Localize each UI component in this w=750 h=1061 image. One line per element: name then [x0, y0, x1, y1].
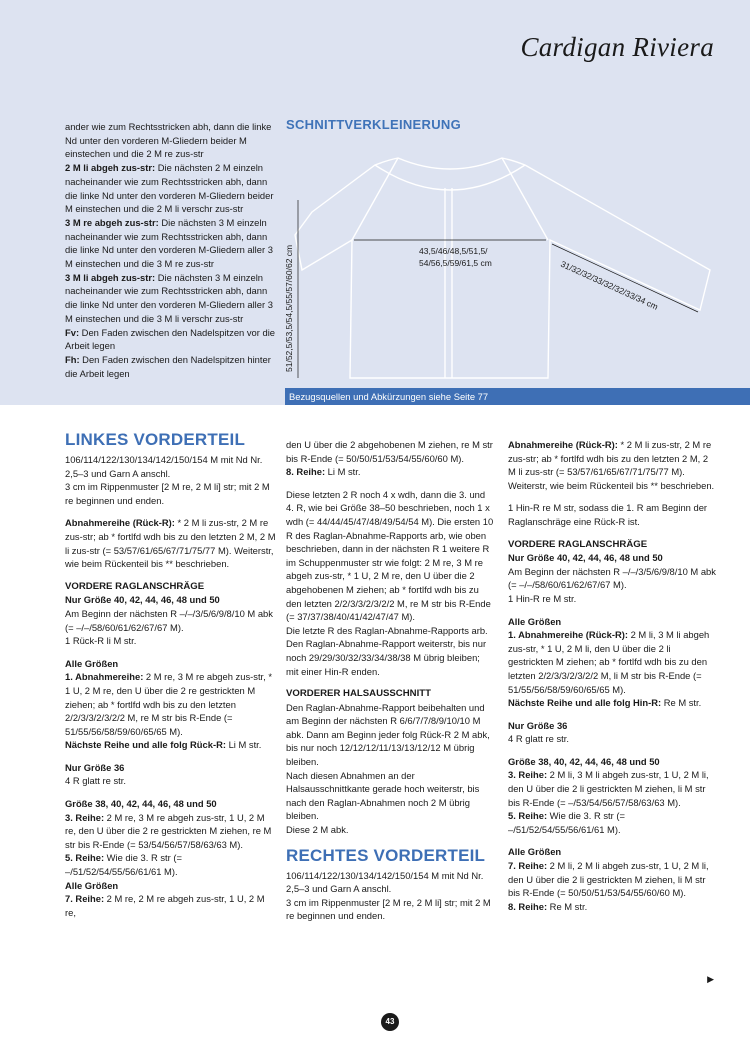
instruction-paragraph-text: 2 M li, 3 M li abgeh zus-str, * 1 U, 2 M li, den U über die 2 li gestrickten M ziehen; ab * fortlfd wdh bis zu den letzten 2/2/3/3/2/3/2/2 M, li M str bis R-Ende (= 51/55/56/58/59/60/65/65 M). — [508, 629, 710, 695]
instruction-paragraph-label: Nur Größe 40, 42, 44, 46, 48 und 50 — [65, 594, 220, 606]
instruction-paragraph-label: 7. Reihe: — [65, 893, 105, 905]
length-measure: 51/52,5/53,5/54,5/55/57/60/62 cm — [284, 244, 294, 372]
instruction-paragraph — [65, 593, 277, 607]
instruction-paragraph-label: 7. Reihe: — [508, 860, 548, 872]
column-middle — [286, 438, 494, 923]
instruction-paragraph-text: 1 Hin-R re M str, sodass die 1. R am Beginn der Raglanschräge eine Rück-R ist. — [508, 502, 708, 527]
instruction-paragraph — [65, 797, 277, 811]
instruction-paragraph-text: 2 M re, 3 M re abgeh zus-str, 1 U, 2 M re, den U über die 2 re gestrickten M ziehen, re M str bis R-Ende (= 53/54/56/57/58/63/63 M). — [65, 811, 272, 850]
abbreviation-entry — [65, 216, 275, 271]
spacer — [286, 837, 494, 846]
instruction-paragraph-text: Diese 2 M abk. — [286, 824, 349, 836]
instruction-paragraph — [508, 501, 716, 528]
instruction-paragraph-text: Am Beginn der nächsten R –/–/3/5/6/9/8/10 M abk (= –/–/58/60/61/62/67/67 M). — [65, 607, 273, 633]
spacer — [65, 788, 277, 797]
abbreviation-entry-label: 2 M li abgeh zus-str: — [65, 162, 156, 174]
instruction-paragraph-text: Li M str. — [325, 466, 361, 478]
instruction-paragraph-text: Wie die 3. R str (= –/51/52/54/55/56/61/61 M). — [508, 810, 625, 835]
instruction-paragraph — [286, 896, 494, 923]
instruction-paragraph — [65, 738, 277, 752]
instruction-paragraph — [65, 480, 277, 507]
instruction-paragraph-label: 8. Reihe: — [286, 466, 326, 478]
instruction-paragraph-label: Alle Größen — [65, 879, 119, 891]
instruction-paragraph-label: Nur Größe 36 — [65, 761, 125, 773]
abbreviation-entry-text: Die nächsten 2 M einzeln nacheinander wie zum Rechtsstricken abh, dann die linke Nd unter den vorderen M-Gliedern beider M einstechen und die 2 M li verschr zus-str — [65, 162, 274, 215]
instruction-paragraph-label: 1. Abnahmereihe: — [65, 671, 144, 683]
instruction-paragraph — [65, 657, 277, 671]
instruction-paragraph-label: Abnahmereihe (Rück-R): — [508, 439, 618, 450]
spacer — [65, 648, 277, 657]
instruction-paragraph-label: 1. Abnahmereihe (Rück-R): — [508, 629, 628, 641]
instruction-paragraph-text: 1 Hin-R re M str. — [508, 592, 577, 604]
instruction-paragraph-label: Abnahmereihe (Rück-R): — [65, 517, 175, 529]
instruction-paragraph-text: Die letzte R des Raglan-Abnahme-Rapports arb. — [286, 624, 488, 636]
instruction-paragraph-text: 4 R glatt re str. — [508, 733, 569, 745]
instruction-paragraph — [286, 465, 494, 479]
instruction-paragraph-text: Nach diesen Abnahmen an der Halsausschnittkante gerade hoch weiterstr, bis nach den Raglan-Abnahmen noch 2 M übrig bleiben. — [286, 769, 480, 822]
spacer — [286, 479, 494, 488]
instruction-paragraph — [286, 769, 494, 823]
instruction-paragraph — [286, 823, 494, 837]
instruction-paragraph — [508, 845, 716, 859]
instruction-paragraph — [508, 719, 716, 733]
instruction-paragraph-label: Alle Größen — [508, 846, 562, 858]
abbreviation-entry-label: Fv: — [65, 326, 80, 338]
instruction-paragraph-label: Nur Größe 36 — [508, 719, 568, 731]
abbreviation-entry-label: Fh: — [65, 353, 80, 365]
column-right — [508, 438, 716, 913]
abbreviation-entry-label: 3 M li abgeh zus-str: — [65, 271, 156, 283]
abbreviation-entry — [65, 120, 275, 161]
abbreviation-entry-text: Den Faden zwischen den Nadelspitzen hinter die Arbeit legen — [65, 353, 271, 379]
instruction-paragraph — [286, 869, 494, 896]
reference-bar: Bezugsquellen und Abkürzungen siehe Seite 77 — [285, 388, 750, 405]
instruction-paragraph-text: * 2 M li zus-str, 2 M re zus-str; ab * fortlfd wdh bis zu den letzten 2 M, 2 M li zus-str (= 53/57/61/65/67/71/75/77 M). Weiterstr, wie beim Rückenteil bis ** beschrieben. — [508, 439, 715, 491]
instruction-paragraph — [508, 859, 716, 900]
section-heading: RECHTES VORDERTEIL — [286, 845, 486, 865]
section-heading: LINKES VORDERTEIL — [65, 430, 246, 449]
instruction-paragraph — [65, 811, 277, 852]
spacer — [508, 836, 716, 845]
abbreviation-entry-text: Die nächsten 3 M einzeln nacheinander wie zum Rechtsstricken abh, dann die linke Nd unter den vorderen M-Gliedern aller 3 M einstechen und die 3 M re zus-str — [65, 216, 273, 270]
instruction-paragraph-text: den U über die 2 abgehobenen M ziehen, re M str bis R-Ende (= 50/50/51/53/54/55/60/60 M). — [286, 439, 493, 464]
continue-arrow-icon: ▶ — [707, 974, 714, 984]
instruction-paragraph — [65, 607, 277, 634]
instruction-paragraph-label: 3. Reihe: — [65, 811, 105, 823]
instruction-paragraph — [65, 453, 277, 480]
instruction-paragraph — [65, 670, 277, 738]
instruction-paragraph-text: 2 M re, 2 M re abgeh zus-str, 1 U, 2 M re, — [65, 893, 265, 918]
instruction-paragraph-text: 106/114/122/130/134/142/150/154 M mit Nd Nr. 2,5–3 und Garn A anschl. — [65, 454, 263, 479]
spacer — [508, 746, 716, 755]
instruction-paragraph-text: 2 M li, 2 M li abgeh zus-str, 1 U, 2 M li, den U über die 2 li gestrickten M ziehen, li M str bis R-Ende (= 50/50/51/53/54/55/60/60 M). — [508, 860, 709, 899]
instruction-paragraph — [65, 761, 277, 775]
spacer — [508, 492, 716, 501]
page-number: 43 — [381, 1013, 399, 1031]
instruction-paragraph — [508, 809, 716, 836]
instruction-paragraph-label: Alle Größen — [508, 615, 562, 627]
page-title: Cardigan Riviera — [520, 32, 714, 62]
instruction-paragraph-label: Nur Größe 40, 42, 44, 46, 48 und 50 — [508, 552, 663, 564]
abbreviation-entry — [65, 271, 275, 326]
spacer — [65, 571, 277, 580]
instruction-paragraph-label: Nächste Reihe und alle folg Hin-R: — [508, 697, 662, 709]
instruction-paragraph-text: 3 cm im Rippenmuster [2 M re, 2 M li] str; mit 2 M re beginnen und enden. — [65, 481, 270, 506]
instruction-paragraph-label: Größe 38, 40, 42, 44, 46, 48 und 50 — [508, 755, 660, 767]
instruction-paragraph-text: Re M str. — [661, 697, 702, 709]
instruction-paragraph — [65, 851, 277, 878]
abbreviation-entry — [65, 161, 275, 216]
instruction-paragraph — [286, 624, 494, 638]
instruction-paragraph-text: 2 M li, 3 M li abgeh zus-str, 1 U, 2 M li, den U über die 2 li gestrickten M ziehen, li M str bis R-Ende (= –/53/54/56/57/58/63/63 M). — [508, 769, 709, 808]
instruction-paragraph-text: 106/114/122/130/134/142/150/154 M mit Nd Nr. 2,5–3 und Garn A anschl. — [286, 869, 484, 895]
instruction-paragraph-text: 3 cm im Rippenmuster [2 M re, 2 M li] str; mit 2 M re beginnen und enden. — [286, 896, 491, 922]
subsection-heading: VORDERE RAGLANSCHRÄGE — [508, 538, 648, 550]
spacer — [508, 710, 716, 719]
abbreviation-entry-text: ander wie zum Rechtsstricken abh, dann die linke Nd unter den vorderen M-Gliedern beider M einstechen und die 2 M re zus-str — [65, 121, 272, 160]
instruction-paragraph — [508, 438, 716, 492]
width-measure-line2: 54/56,5/59/61,5 cm — [419, 258, 492, 268]
instruction-paragraph-text: Diese letzten 2 R noch 4 x wdh, dann die 3. und 4. R, wie bei Größe 38–50 beschrieben, noch 1 x wdh (= 44/44/45/47/48/49/54/54 M). Die ersten 10 R des Raglan-Abnahme-Rapports arb, wie oben beschrieben, dann in der nächsten R 1 weitere R im Schuppenmuster str wie folgt: 2 M re, 3 M re abgeh zus-str, * 1 U, 2 M re, den U über die 2 abgehobenen M ziehen; ab * fortlfd wdh bis zu den letzten 2/2/3/3/2/3/2/2 M, re M str bis R-Ende (= 37/37/38/40/41/42/47/47 M). — [286, 488, 494, 623]
instruction-paragraph-text: Wie die 3. R str (= –/51/52/54/55/56/61/61 M). — [65, 852, 182, 878]
instruction-paragraph-label: 8. Reihe: — [508, 900, 548, 912]
instruction-paragraph — [508, 768, 716, 809]
instruction-paragraph-text: Den Raglan-Abnahme-Rapport beibehalten und am Beginn der nächsten R 6/6/7/7/8/9/10/10 M abk. Dann am Beginn jeder folg Rück-R 2 M abk, bis nur noch 12/12/12/11/13/13/12/12 M übrig bleiben. — [286, 701, 490, 768]
instruction-paragraph-text: Den Raglan-Abnahme-Rapport weiterstr, bis nur noch 29/29/30/32/33/34/38/38 M übrig bleiben; mit einer Hin-R enden. — [286, 638, 487, 677]
instruction-paragraph-label: 3. Reihe: — [508, 769, 548, 781]
instruction-paragraph — [508, 696, 716, 710]
instruction-paragraph-text: 1 Rück-R li M str. — [65, 635, 137, 647]
abbreviation-entry-text: Die nächsten 3 M einzeln nacheinander wie zum Rechtsstricken abh, dann die linke Nd unter den vorderen M-Gliedern aller 3 M einstechen und die 3 M li verschr zus-str — [65, 271, 273, 324]
instruction-paragraph — [508, 900, 716, 914]
instruction-paragraph — [508, 615, 716, 629]
instruction-paragraph — [286, 488, 494, 624]
abbreviation-entry-label: 3 M re abgeh zus-str: — [65, 216, 159, 228]
instruction-paragraph — [65, 516, 277, 570]
subsection-heading: VORDERER HALSAUSSCHNITT — [286, 688, 431, 700]
abbreviation-entry-text: Den Faden zwischen den Nadelspitzen vor die Arbeit legen — [65, 326, 276, 352]
abbreviation-intro — [65, 120, 275, 380]
spacer — [286, 678, 494, 687]
instruction-paragraph-text: * 2 M li zus-str, 2 M re zus-str; ab * fortlfd wdh bis zu den letzten 2 M, 2 M li zus-str (= 53/57/61/65/67/71/75/77 M). Weiterstr, wie beim Rückenteil bis ** beschrieben. — [65, 517, 276, 570]
spacer — [65, 507, 277, 516]
spacer — [508, 606, 716, 615]
instruction-paragraph-text: 4 R glatt re str. — [65, 775, 126, 787]
column-left — [65, 430, 277, 919]
garment-schematic — [280, 140, 720, 390]
instruction-paragraph — [508, 732, 716, 746]
instruction-paragraph — [65, 634, 277, 648]
instruction-paragraph-label: Nächste Reihe und alle folg Rück-R: — [65, 739, 226, 751]
spacer — [508, 529, 716, 538]
spacer — [65, 752, 277, 761]
abbreviation-entry — [65, 326, 275, 353]
instruction-paragraph-label: 5. Reihe: — [508, 810, 548, 822]
instruction-paragraph-text: Re M str. — [547, 900, 588, 912]
instruction-paragraph — [286, 701, 494, 769]
subsection-heading: VORDERE RAGLANSCHRÄGE — [65, 580, 205, 592]
schematic-body — [295, 158, 710, 378]
instruction-paragraph — [65, 774, 277, 788]
instruction-paragraph-text: Am Beginn der nächsten R –/–/3/5/6/9/8/10 M abk (= –/–/58/60/61/62/67/67 M). — [508, 565, 716, 591]
instruction-paragraph-label: Größe 38, 40, 42, 44, 46, 48 und 50 — [65, 798, 217, 810]
instruction-paragraph — [286, 438, 494, 465]
width-measure-line1: 43,5/46/48,5/51,5/ — [419, 246, 488, 256]
instruction-paragraph — [286, 637, 494, 678]
instruction-paragraph — [65, 892, 277, 919]
instruction-paragraph — [65, 879, 277, 893]
instruction-paragraph-text: Li M str. — [225, 739, 262, 751]
instruction-paragraph-text: 2 M re, 3 M re abgeh zus-str, * 1 U, 2 M re, den U über die 2 re gestrickten M ziehen; ab * fortlfd wdh bis zu den letzten 2/2/3/3/2/3/2/2 M, re M str bis R-Ende (= 51/55/56/58/59/60/65/65 M). — [65, 671, 273, 737]
schnitt-heading: SCHNITTVERKLEINERUNG — [286, 117, 462, 132]
instruction-paragraph — [508, 551, 716, 565]
instruction-paragraph-label: Alle Größen — [65, 657, 119, 669]
instruction-paragraph — [508, 565, 716, 592]
instruction-paragraph — [508, 628, 716, 696]
instruction-paragraph — [508, 755, 716, 769]
abbreviation-entry — [65, 353, 275, 380]
sleeve-measure: 31/32/32/33/32/32/33/34 cm — [559, 258, 660, 312]
instruction-paragraph-label: 5. Reihe: — [65, 852, 105, 864]
instruction-paragraph — [508, 592, 716, 606]
